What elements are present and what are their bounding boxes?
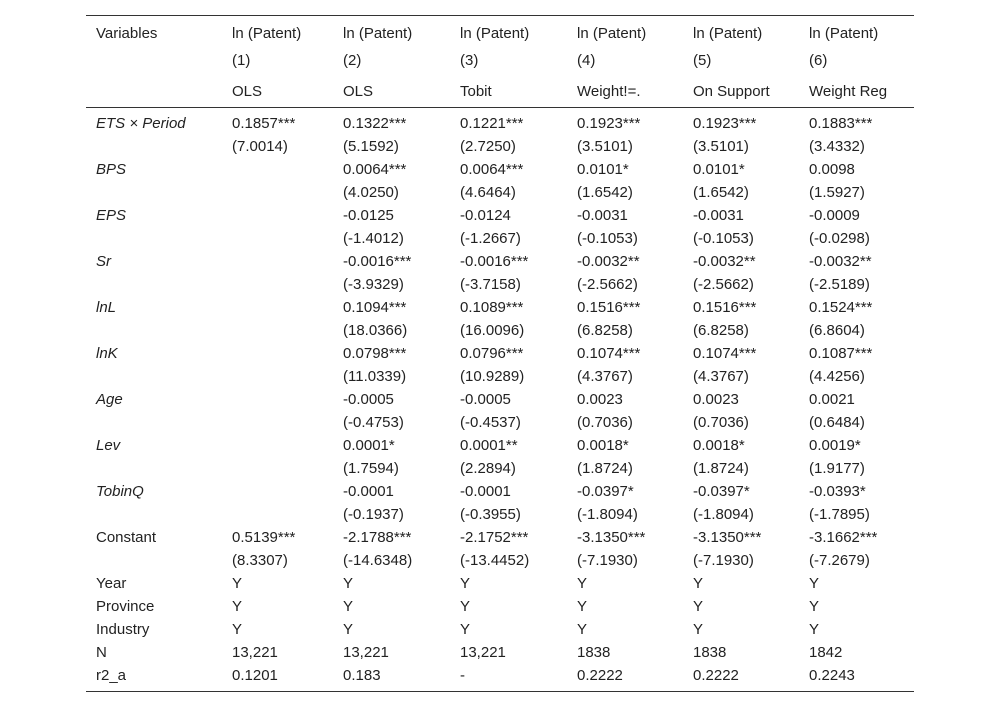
coefficient-cell: 0.0064*** xyxy=(343,161,407,178)
coefficient-cell: 0.0023 xyxy=(693,391,739,408)
coefficient-cell: 0.1524*** xyxy=(809,299,873,316)
table-row-t-statistic xyxy=(86,365,914,388)
summary-cell: Y xyxy=(577,575,588,592)
variable-label: TobinQ xyxy=(96,483,144,500)
coefficient-cell: 0.1094*** xyxy=(343,299,407,316)
table-body xyxy=(86,108,914,692)
variable-label: lnL xyxy=(96,299,117,316)
empty-label-cell xyxy=(86,227,222,250)
empty-label-cell xyxy=(86,457,222,480)
coefficient-cell: 0.0001** xyxy=(460,437,518,454)
t-statistic-cell: (11.0339) xyxy=(343,368,407,385)
coefficient-cell: -0.0001 xyxy=(460,483,511,500)
coefficient-cell: 0.0796*** xyxy=(460,345,524,362)
table-row-t-statistic xyxy=(86,457,914,480)
summary-cell: Y xyxy=(460,621,471,638)
header-cell xyxy=(86,76,222,108)
coefficient-cell: 0.0023 xyxy=(577,391,623,408)
coefficient-cell: -2.1788*** xyxy=(343,529,412,546)
t-statistic-cell xyxy=(222,227,333,250)
coefficient-cell xyxy=(222,204,333,227)
empty-label-cell xyxy=(86,319,222,342)
coefficient-cell: -2.1752*** xyxy=(460,529,529,546)
coefficient-cell: 0.1074*** xyxy=(577,345,641,362)
summary-cell: 1838 xyxy=(577,644,611,661)
t-statistic-cell: (10.9289) xyxy=(460,368,525,385)
coefficient-cell: 0.0101* xyxy=(577,161,629,178)
table-row-summary xyxy=(86,664,914,692)
summary-cell: 0.2222 xyxy=(577,667,623,684)
header-cell: ln (Patent) xyxy=(693,24,763,42)
empty-label-cell xyxy=(86,135,222,158)
t-statistic-cell: (3.5101) xyxy=(577,138,633,155)
coefficient-cell: 0.1516*** xyxy=(577,299,641,316)
coefficient-cell: 0.1857*** xyxy=(232,115,296,132)
summary-cell: 0.2243 xyxy=(809,667,855,684)
t-statistic-cell: (-1.4012) xyxy=(343,230,404,247)
header-cell: Weight Reg xyxy=(809,83,888,100)
coefficient-cell: 0.0101* xyxy=(693,161,745,178)
summary-cell: Y xyxy=(693,621,704,638)
coefficient-cell: 0.1089*** xyxy=(460,299,524,316)
header-cell: ln (Patent) xyxy=(460,24,530,42)
coefficient-cell: 0.1074*** xyxy=(693,345,757,362)
coefficient-cell: 0.1221*** xyxy=(460,115,524,132)
t-statistic-cell: (1.7594) xyxy=(343,460,399,477)
t-statistic-cell: (-0.1053) xyxy=(577,230,638,247)
t-statistic-cell: (-7.1930) xyxy=(577,552,638,569)
table-row-coefficient xyxy=(86,158,914,181)
header-cell: Weight!=. xyxy=(577,83,641,100)
coefficient-cell: 0.0098 xyxy=(809,161,855,178)
empty-label-cell xyxy=(86,273,222,296)
regression-table-container xyxy=(86,15,914,692)
t-statistic-cell xyxy=(222,319,333,342)
summary-cell: Y xyxy=(343,621,354,638)
summary-cell: - xyxy=(460,667,465,684)
header-cell: ln (Patent) xyxy=(577,24,647,42)
t-statistic-cell: (-3.9329) xyxy=(343,276,404,293)
table-row-t-statistic xyxy=(86,549,914,572)
coefficient-cell: -3.1350*** xyxy=(693,529,762,546)
coefficient-cell: 0.0001* xyxy=(343,437,395,454)
t-statistic-cell: (4.0250) xyxy=(343,184,399,201)
t-statistic-cell: (3.5101) xyxy=(693,138,749,155)
t-statistic-cell: (-0.4537) xyxy=(460,414,521,431)
t-statistic-cell xyxy=(222,181,333,204)
summary-cell: Y xyxy=(693,598,704,615)
t-statistic-cell: (0.6484) xyxy=(809,414,865,431)
coefficient-cell: 0.0064*** xyxy=(460,161,524,178)
coefficient-cell: 0.1923*** xyxy=(693,115,757,132)
t-statistic-cell: (1.9177) xyxy=(809,460,865,477)
variable-label: EPS xyxy=(96,207,127,224)
header-cell xyxy=(86,45,222,76)
coefficient-cell xyxy=(222,342,333,365)
header-cell: ln (Patent) xyxy=(232,24,302,42)
variable-label: BPS xyxy=(96,161,127,178)
table-row-t-statistic xyxy=(86,273,914,296)
coefficient-cell: -0.0393* xyxy=(809,483,866,500)
coefficient-cell: -0.0032** xyxy=(577,253,640,270)
header-cell: ln (Patent) xyxy=(343,24,413,42)
t-statistic-cell: (2.2894) xyxy=(460,460,516,477)
coefficient-cell: 0.0798*** xyxy=(343,345,407,362)
variable-label: Lev xyxy=(96,437,121,454)
coefficient-cell: 0.1322*** xyxy=(343,115,407,132)
header-cell: (2) xyxy=(343,52,362,69)
t-statistic-cell: (0.7036) xyxy=(577,414,633,431)
summary-cell: Y xyxy=(343,575,354,592)
table-row-summary xyxy=(86,595,914,618)
coefficient-cell xyxy=(222,158,333,181)
coefficient-cell: 0.0018* xyxy=(693,437,745,454)
summary-cell: Y xyxy=(232,621,243,638)
summary-label: Industry xyxy=(96,621,150,638)
header-row-dependent-variable xyxy=(86,16,914,46)
t-statistic-cell xyxy=(222,273,333,296)
t-statistic-cell: (-2.5662) xyxy=(577,276,638,293)
t-statistic-cell: (-1.7895) xyxy=(809,506,870,523)
header-cell: Variables xyxy=(96,24,158,42)
summary-cell: Y xyxy=(809,575,820,592)
summary-cell: Y xyxy=(577,598,588,615)
summary-cell: Y xyxy=(577,621,588,638)
coefficient-cell: -0.0009 xyxy=(809,207,860,224)
variable-label: Constant xyxy=(96,529,157,546)
coefficient-cell xyxy=(222,480,333,503)
regression-table xyxy=(86,15,914,692)
coefficient-cell: 0.0019* xyxy=(809,437,861,454)
coefficient-cell: -0.0016*** xyxy=(343,253,412,270)
t-statistic-cell: (3.4332) xyxy=(809,138,865,155)
coefficient-cell xyxy=(222,296,333,319)
t-statistic-cell: (-1.2667) xyxy=(460,230,521,247)
header-row-column-number xyxy=(86,45,914,76)
header-cell: (3) xyxy=(460,52,479,69)
header-cell: (1) xyxy=(232,52,251,69)
table-row-summary xyxy=(86,641,914,664)
summary-cell: Y xyxy=(809,598,820,615)
t-statistic-cell: (-2.5662) xyxy=(693,276,754,293)
t-statistic-cell: (-3.7158) xyxy=(460,276,521,293)
table-row-coefficient xyxy=(86,480,914,503)
empty-label-cell xyxy=(86,365,222,388)
header-cell: ln (Patent) xyxy=(809,24,879,42)
empty-label-cell xyxy=(86,549,222,572)
table-row-t-statistic xyxy=(86,503,914,526)
coefficient-cell: -0.0032** xyxy=(809,253,872,270)
t-statistic-cell: (-7.2679) xyxy=(809,552,870,569)
t-statistic-cell: (-0.1937) xyxy=(343,506,404,523)
table-row-coefficient xyxy=(86,388,914,411)
header-cell: (5) xyxy=(693,52,712,69)
coefficient-cell: -0.0125 xyxy=(343,207,394,224)
header-cell: Tobit xyxy=(460,83,492,100)
summary-label: Year xyxy=(96,575,127,592)
coefficient-cell: 0.5139*** xyxy=(232,529,296,546)
t-statistic-cell: (4.3767) xyxy=(577,368,633,385)
coefficient-cell: -3.1662*** xyxy=(809,529,878,546)
t-statistic-cell: (-14.6348) xyxy=(343,552,413,569)
coefficient-cell: -0.0397* xyxy=(577,483,634,500)
header-cell: OLS xyxy=(343,83,374,100)
coefficient-cell: -3.1350*** xyxy=(577,529,646,546)
t-statistic-cell: (-2.5189) xyxy=(809,276,870,293)
table-row-coefficient xyxy=(86,342,914,365)
t-statistic-cell: (-0.4753) xyxy=(343,414,404,431)
coefficient-cell: 0.1923*** xyxy=(577,115,641,132)
t-statistic-cell: (-0.1053) xyxy=(693,230,754,247)
t-statistic-cell: (1.6542) xyxy=(693,184,749,201)
coefficient-cell: -0.0005 xyxy=(460,391,511,408)
header-row-method xyxy=(86,76,914,108)
t-statistic-cell: (1.8724) xyxy=(693,460,749,477)
t-statistic-cell: (-0.0298) xyxy=(809,230,870,247)
summary-cell: 0.1201 xyxy=(232,667,278,684)
table-row-coefficient xyxy=(86,204,914,227)
summary-cell: 0.183 xyxy=(343,667,381,684)
t-statistic-cell: (1.5927) xyxy=(809,184,865,201)
variable-label: ETS × Period xyxy=(96,115,186,132)
summary-cell: Y xyxy=(232,598,243,615)
t-statistic-cell: (0.7036) xyxy=(693,414,749,431)
t-statistic-cell xyxy=(222,411,333,434)
summary-cell: 13,221 xyxy=(343,644,389,661)
summary-cell: Y xyxy=(693,575,704,592)
t-statistic-cell: (-1.8094) xyxy=(577,506,638,523)
table-row-t-statistic xyxy=(86,227,914,250)
t-statistic-cell: (5.1592) xyxy=(343,138,399,155)
empty-label-cell xyxy=(86,181,222,204)
summary-cell: 13,221 xyxy=(460,644,506,661)
t-statistic-cell xyxy=(222,365,333,388)
t-statistic-cell: (16.0096) xyxy=(460,322,525,339)
coefficient-cell: -0.0005 xyxy=(343,391,394,408)
summary-label: r2_a xyxy=(96,667,127,684)
t-statistic-cell: (7.0014) xyxy=(232,138,288,155)
empty-label-cell xyxy=(86,411,222,434)
t-statistic-cell: (-7.1930) xyxy=(693,552,754,569)
variable-label: Sr xyxy=(96,253,111,270)
coefficient-cell: -0.0397* xyxy=(693,483,750,500)
t-statistic-cell: (6.8604) xyxy=(809,322,865,339)
table-row-coefficient xyxy=(86,296,914,319)
t-statistic-cell: (-1.8094) xyxy=(693,506,754,523)
t-statistic-cell: (18.0366) xyxy=(343,322,408,339)
coefficient-cell: -0.0001 xyxy=(343,483,394,500)
coefficient-cell: -0.0032** xyxy=(693,253,756,270)
table-row-coefficient xyxy=(86,526,914,549)
t-statistic-cell xyxy=(222,503,333,526)
header-cell: On Support xyxy=(693,83,770,100)
table-row-summary xyxy=(86,572,914,595)
t-statistic-cell: (4.4256) xyxy=(809,368,865,385)
empty-label-cell xyxy=(86,503,222,526)
table-row-t-statistic xyxy=(86,319,914,342)
table-row-t-statistic xyxy=(86,411,914,434)
coefficient-cell: -0.0031 xyxy=(693,207,744,224)
t-statistic-cell: (1.8724) xyxy=(577,460,633,477)
summary-cell: 0.2222 xyxy=(693,667,739,684)
t-statistic-cell: (4.6464) xyxy=(460,184,516,201)
t-statistic-cell: (4.3767) xyxy=(693,368,749,385)
t-statistic-cell: (8.3307) xyxy=(232,552,288,569)
coefficient-cell xyxy=(222,250,333,273)
coefficient-cell: 0.1087*** xyxy=(809,345,873,362)
summary-cell: Y xyxy=(809,621,820,638)
t-statistic-cell: (2.7250) xyxy=(460,138,516,155)
coefficient-cell: 0.1883*** xyxy=(809,115,873,132)
coefficient-cell: 0.0018* xyxy=(577,437,629,454)
summary-label: N xyxy=(96,644,107,661)
t-statistic-cell: (-13.4452) xyxy=(460,552,530,569)
header-cell: (4) xyxy=(577,52,596,69)
variable-label: Age xyxy=(96,391,123,408)
header-cell: (6) xyxy=(809,52,828,69)
coefficient-cell xyxy=(222,388,333,411)
summary-cell: Y xyxy=(460,575,471,592)
summary-cell: Y xyxy=(232,575,243,592)
summary-cell: 1838 xyxy=(693,644,727,661)
t-statistic-cell xyxy=(222,457,333,480)
t-statistic-cell: (1.6542) xyxy=(577,184,633,201)
coefficient-cell xyxy=(222,434,333,457)
t-statistic-cell: (6.8258) xyxy=(693,322,749,339)
summary-label: Province xyxy=(96,598,155,615)
coefficient-cell: -0.0031 xyxy=(577,207,628,224)
table-row-summary xyxy=(86,618,914,641)
table-row-coefficient xyxy=(86,108,914,136)
summary-cell: Y xyxy=(460,598,471,615)
summary-cell: 13,221 xyxy=(232,644,278,661)
summary-cell: 1842 xyxy=(809,644,843,661)
table-row-coefficient xyxy=(86,434,914,457)
t-statistic-cell: (6.8258) xyxy=(577,322,633,339)
coefficient-cell: -0.0016*** xyxy=(460,253,529,270)
table-row-coefficient xyxy=(86,250,914,273)
header-cell: OLS xyxy=(232,83,263,100)
variable-label: lnK xyxy=(96,345,118,362)
coefficient-cell: 0.0021 xyxy=(809,391,855,408)
coefficient-cell: 0.1516*** xyxy=(693,299,757,316)
table-header xyxy=(86,16,914,108)
summary-cell: Y xyxy=(343,598,354,615)
table-row-t-statistic xyxy=(86,181,914,204)
table-row-t-statistic xyxy=(86,135,914,158)
t-statistic-cell: (-0.3955) xyxy=(460,506,521,523)
coefficient-cell: -0.0124 xyxy=(460,207,511,224)
